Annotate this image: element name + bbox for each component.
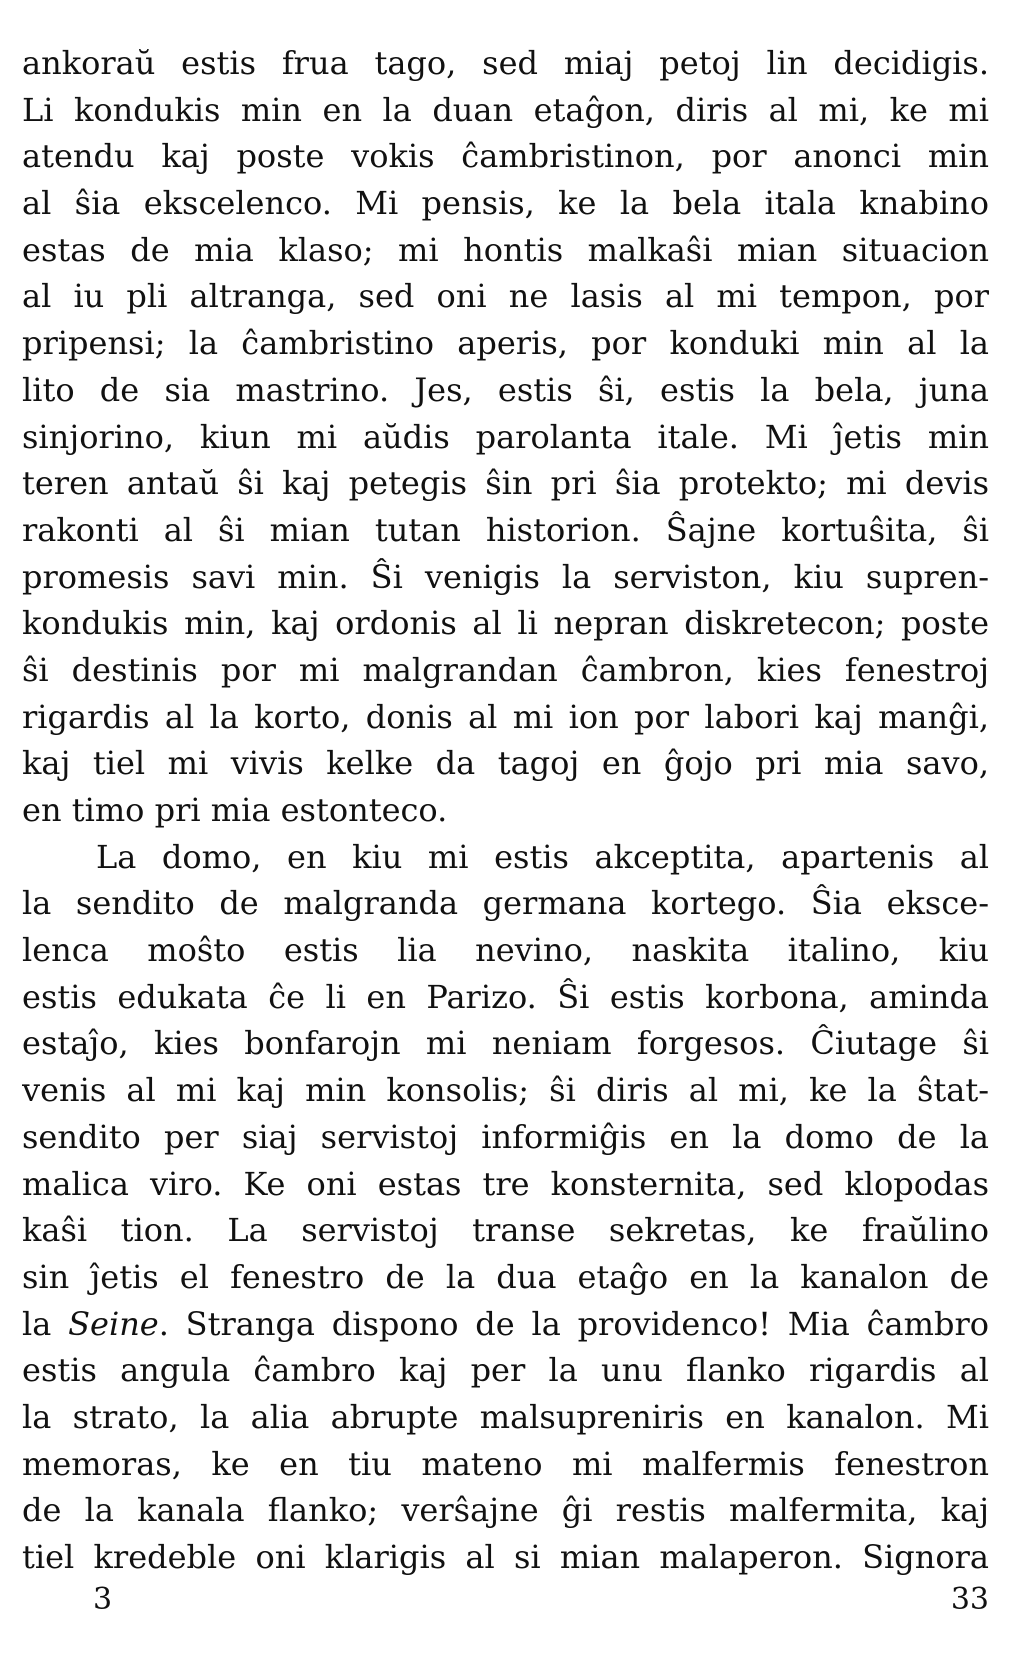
text-line-23: venis al mi kaj min konsolis; ŝi diris al mi, ke la ŝtat- bbox=[22, 1071, 989, 1110]
text-line-12: promesis savi min. Ŝi venigis la serviston, kiu supren- bbox=[22, 557, 989, 596]
text-line-31: memoras, ke en tiu mateno mi malfermis fenestron bbox=[22, 1444, 989, 1483]
text-line-20: lenca moŝto estis lia nevino, naskita italino, kiu bbox=[22, 931, 989, 970]
text-line-28-start: la bbox=[22, 1304, 69, 1343]
text-line-33: tiel kredeble oni klarigis al si mian malaperon. Signora bbox=[22, 1538, 989, 1576]
italic-word-seine: Seine bbox=[68, 1304, 159, 1343]
text-line-18: La domo, en kiu mi estis akceptita, apartenis al bbox=[96, 837, 989, 876]
text-line-5: estas de mia klaso; mi hontis malkaŝi mian situacion bbox=[22, 230, 989, 269]
text-line-7: pripensi; la ĉambristino aperis, por konduki min al la bbox=[22, 324, 989, 363]
text-line-30: la strato, la alia abrupte malsupreniris en kanalon. Mi bbox=[22, 1397, 989, 1436]
text-line-10: teren antaŭ ŝi kaj petegis ŝin pri ŝia protekto; mi devis bbox=[22, 464, 989, 503]
text-line-22: estaĵo, kies bonfarojn mi neniam forgesos. Ĉiutage ŝi bbox=[22, 1024, 989, 1063]
text-line-28-rest: . Stranga dispono de la providenco! Mia ĉambro bbox=[158, 1304, 989, 1343]
page-number: 33 bbox=[950, 1582, 989, 1617]
text-line-24: sendito per siaj servistoj informiĝis en la domo de la bbox=[22, 1117, 989, 1156]
text-line-16: kaj tiel mi vivis kelke da tagoj en ĝojo pri mia savo, bbox=[22, 744, 989, 783]
text-line-25: malica viro. Ke oni estas tre konsternita, sed klopodas bbox=[22, 1164, 989, 1203]
text-line-15: rigardis al la korto, donis al mi ion por labori kaj manĝi, bbox=[22, 697, 989, 736]
body-text bbox=[22, 40, 989, 1581]
text-line-6: al iu pli altranga, sed oni ne lasis al mi tempon, por bbox=[22, 277, 989, 316]
text-line-3: atendu kaj poste vokis ĉambristinon, por anonci min bbox=[22, 137, 989, 176]
text-line-29: estis angula ĉambro kaj per la unu flanko rigardis al bbox=[22, 1351, 989, 1390]
text-line-9: sinjorino, kiun mi aŭdis parolanta itale. Mi ĵetis min bbox=[22, 417, 989, 456]
signature-mark: 3 bbox=[93, 1582, 113, 1617]
text-line-32: de la kanala flanko; verŝajne ĝi restis malfermita, kaj bbox=[22, 1491, 989, 1530]
text-line-28 bbox=[22, 1301, 989, 1348]
text-line-14: ŝi destinis por mi malgrandan ĉambron, kies fenestroj bbox=[22, 650, 989, 689]
text-line-21: estis edukata ĉe li en Parizo. Ŝi estis korbona, aminda bbox=[22, 977, 989, 1016]
text-line-26: kaŝi tion. La servistoj transe sekretas, ke fraŭlino bbox=[22, 1211, 989, 1250]
text-line-2: Li kondukis min en la duan etaĝon, diris al mi, ke mi bbox=[22, 90, 989, 129]
text-line-13: kondukis min, kaj ordonis al li nepran diskretecon; poste bbox=[22, 604, 989, 643]
text-line-1: ankoraŭ estis frua tago, sed miaj petoj lin decidigis. bbox=[22, 44, 989, 82]
text-line-19: la sendito de malgranda germana kortego. Ŝia eksce- bbox=[22, 884, 989, 923]
text-line-27: sin ĵetis el fenestro de la dua etaĝo en la kanalon de bbox=[22, 1257, 989, 1296]
text-line-17: en timo pri mia estonteco. bbox=[22, 791, 448, 829]
text-line-11: rakonti al ŝi mian tutan historion. Ŝajne kortuŝita, ŝi bbox=[22, 510, 989, 549]
text-line-4: al ŝia ekscelenco. Mi pensis, ke la bela itala knabino bbox=[22, 184, 989, 223]
text-line-8: lito de sia mastrino. Jes, estis ŝi, estis la bela, juna bbox=[22, 370, 989, 409]
